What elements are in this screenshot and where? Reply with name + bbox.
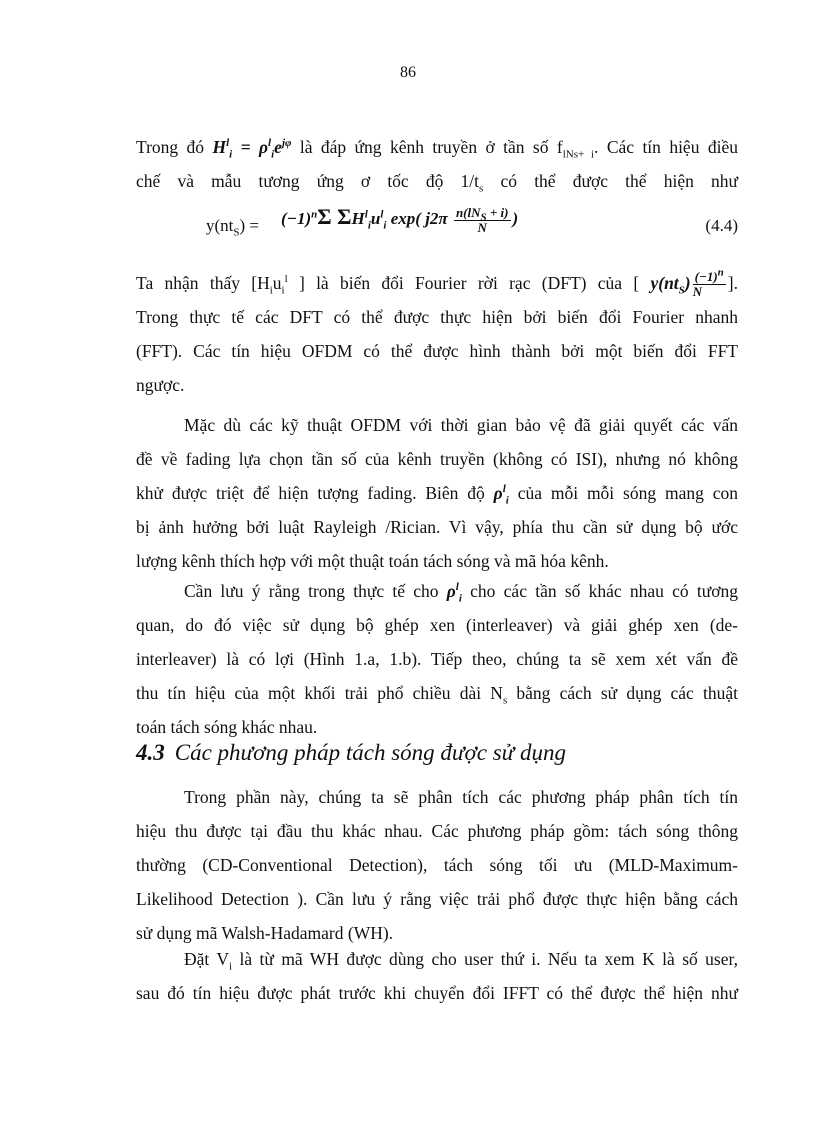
p2-line-4: ngược.: [136, 375, 185, 395]
equation-body: $(-1)^n\Sigma$ $\Sigma H^l_iu^l_i$ exp( j2π $\frac{n(lN_S + i)}{N}$ ): [281, 204, 519, 235]
section-title: Các phương pháp tách sóng được sử dụng: [174, 740, 566, 765]
channel-response-formula: $H^l_i = \rho^l_ie^{j\varphi}$: [212, 137, 292, 161]
p5-line-4: Likelihood Detection ). Cần lưu ý rằng việc trải phổ được thực hiện bằng cách: [136, 889, 738, 909]
p2-line-3: (FFT). Các tín hiệu OFDM có thể được hình thành bởi một biến đổi FFT: [136, 341, 738, 361]
paragraph-6: [136, 942, 738, 1010]
p4-line-5: toán tách sóng khác nhau.: [136, 717, 318, 737]
amplitude-symbol: $\rho^l_i$: [446, 581, 462, 605]
equation-number: (4.4): [705, 216, 738, 235]
p4-line-4: thu tín hiệu của một khối trải phổ chiều dài $N_s$ bằng cách sử dụng các thuật: [136, 683, 738, 707]
paragraph-4: [136, 574, 738, 744]
paragraph-5: [136, 780, 738, 950]
paragraph-1: [136, 130, 738, 198]
p3-line-3: khử được triệt để hiện tượng fading. Biên độ $\rho^l_i$ của mỗi mỗi sóng mang con: [136, 483, 738, 507]
equation-fraction: $\frac{n(lN_S + i)}{N}$: [455, 204, 509, 235]
p3-line-2: đề về fading lựa chọn tần số của kênh truyền (không có ISI), nhưng nó không: [136, 449, 738, 469]
p6-line-1: Đặt $V_i$ là từ mã WH được dùng cho user thứ i. Nếu ta xem K là số user,: [184, 949, 739, 973]
p5-line-5: sử dụng mã Walsh-Hadamard (WH).: [136, 923, 394, 943]
p5-line-1: Trong phần này, chúng ta sẽ phân tích các phương pháp phân tích tín: [184, 787, 738, 807]
p5-line-3: thường (CD-Conventional Detection), tách sóng tối ưu (MLD-Maximum-: [136, 855, 738, 875]
p2-line-1: Ta nhận thấy [$H_iu_i^l$ ] là biến đổi Fourier rời rạc (DFT) của [ $y(nt_S)$ $\frac{(-1)^n}{N}$ ].: [136, 267, 738, 300]
section-heading: [136, 740, 566, 766]
amplitude-symbol: $\rho^l_i$: [493, 483, 509, 507]
p1-line-2: chế và mẫu tương ứng ơ tốc độ $1/t_s$ có thể được thể hiện như: [136, 171, 739, 195]
p4-line-1: Cần lưu ý rằng trong thực tế cho $\rho^l_i$ cho các tần số khác nhau có tương: [184, 581, 739, 605]
p3-line-5: lượng kênh thích hợp với một thuật toán tách sóng và mã hóa kênh.: [136, 551, 609, 571]
p3-line-4: bị ảnh hưởng bởi luật Rayleigh /Rician. Vì vậy, phía thu cần sử dụng bộ ước: [136, 517, 738, 537]
equation-4-4: [206, 204, 738, 252]
paragraph-2: [136, 266, 738, 402]
page-number: 86: [400, 64, 416, 81]
p2-line-2: Trong thực tế các DFT có thể được thực hiện bởi biến đổi Fourier nhanh: [136, 307, 738, 327]
section-number: 4.3: [136, 740, 165, 765]
p1-line-1: Trong đó $H^l_i = \rho^l_ie^{j\varphi}$ là đáp ứng kênh truyền ở tần số $f_{lNs+ i}$. Các tín hiệu điều: [136, 137, 738, 161]
p6-line-2: sau đó tín hiệu được phát trước khi chuyển đổi IFFT có thể được thể hiện như: [136, 983, 738, 1003]
p3-line-1: Mặc dù các kỹ thuật OFDM với thời gian bảo vệ đã giải quyết các vấn: [184, 415, 738, 435]
p4-line-3: interleaver) là có lợi (Hình 1.a, 1.b). Tiếp theo, chúng ta sẽ xem xét vấn đề: [136, 649, 738, 669]
p5-line-2: hiệu thu được tại đầu thu khác nhau. Các phương pháp gồm: tách sóng thông: [136, 821, 738, 841]
dft-input-formula: $y(nt_S)$ $\frac{(-1)^n}{N}$: [650, 267, 724, 300]
paragraph-3: [136, 408, 738, 578]
equation-lhs: $y(nt_S)$ =: [206, 216, 260, 239]
p4-line-2: quan, do đó việc sử dụng bộ ghép xen (interleaver) và giải ghép xen (de-: [136, 615, 738, 635]
